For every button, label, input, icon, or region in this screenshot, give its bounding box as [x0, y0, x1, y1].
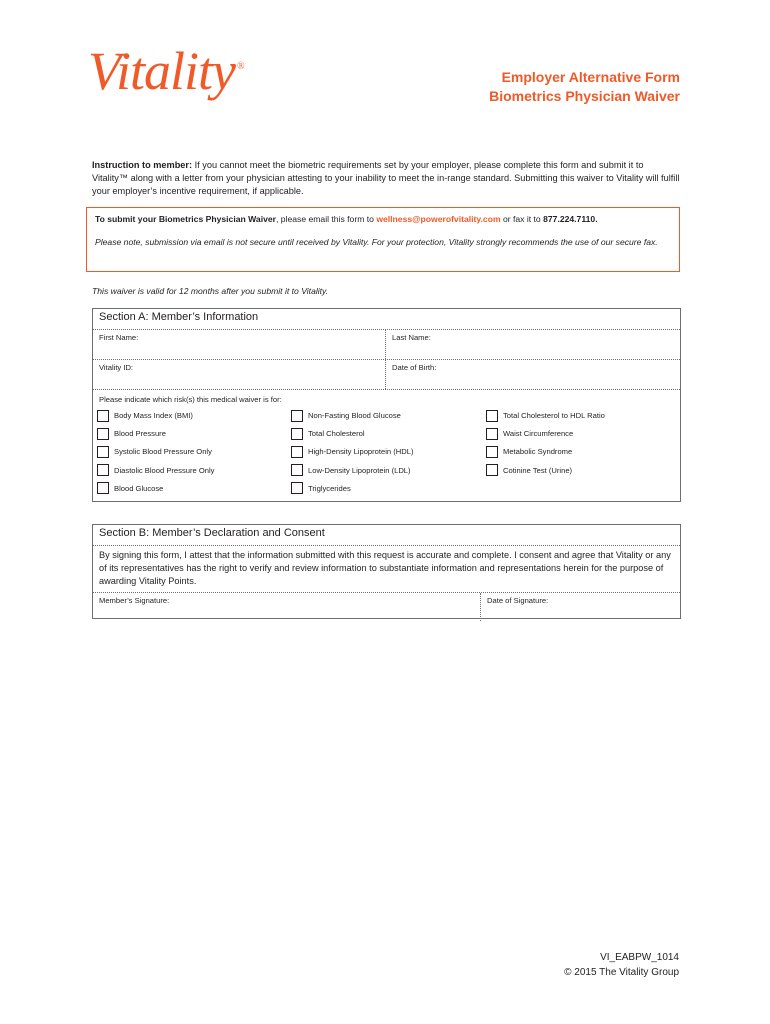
checkbox[interactable]	[486, 410, 498, 422]
logo-text: Vitality	[88, 41, 235, 101]
submission-text-2: or fax it to	[500, 214, 544, 224]
risk-label: Blood Pressure	[114, 429, 166, 439]
checkbox[interactable]	[97, 428, 109, 440]
form-title	[489, 68, 680, 106]
submission-notice-box	[86, 207, 680, 272]
id-dob-row	[93, 360, 680, 390]
submission-instructions	[95, 213, 671, 226]
security-note: Please note, submission via email is not secure until received by Vitality. For your protection, Vitality strongly recommends the use of our secure fax.	[95, 237, 658, 247]
member-signature-label: Member’s Signature:	[99, 596, 170, 605]
form-code: VI_EABPW_1014	[600, 952, 679, 963]
checkbox[interactable]	[291, 482, 303, 494]
risk-option[interactable]	[97, 408, 291, 423]
risk-option[interactable]	[486, 408, 672, 423]
vitality-id-field[interactable]	[99, 372, 379, 381]
section-a-member-information	[92, 308, 681, 502]
risk-option[interactable]	[97, 463, 291, 478]
fax-number: 877.224.7110.	[543, 214, 598, 224]
risk-option[interactable]	[291, 463, 486, 478]
checkbox[interactable]	[97, 482, 109, 494]
footer	[564, 950, 679, 980]
checkbox[interactable]	[291, 446, 303, 458]
risk-label: Systolic Blood Pressure Only	[114, 447, 212, 457]
first-name-label: First Name:	[99, 333, 139, 342]
submission-text-1: , please email this form to	[276, 214, 377, 224]
form-title-line-2: Biometrics Physician Waiver	[489, 88, 680, 104]
risk-label: Blood Glucose	[114, 483, 164, 493]
risk-label: Low-Density Lipoprotein (LDL)	[308, 465, 411, 475]
risk-option[interactable]	[291, 426, 486, 441]
risk-label: Body Mass Index (BMI)	[114, 411, 193, 420]
instruction-text: If you cannot meet the biometric requirements set by your employer, please complete this form and submit it to Vitality™ along with a letter from your physician attesting to your inability to meet the in-range standard. Submitting this waiver to Vitality will fulfill your employer’s incentive requirement, if applicable.	[92, 160, 680, 196]
risk-label: Diastolic Blood Pressure Only	[114, 465, 215, 475]
checkbox[interactable]	[486, 446, 498, 458]
last-name-field[interactable]	[392, 342, 674, 351]
risk-label: Triglycerides	[308, 483, 351, 493]
risk-option[interactable]	[291, 408, 486, 423]
risk-checkbox-grid	[93, 406, 680, 496]
risk-label: Waist Circumference	[503, 429, 574, 439]
dob-label: Date of Birth:	[392, 363, 437, 372]
risk-label: High-Density Lipoprotein (HDL)	[308, 447, 414, 457]
first-name-field[interactable]	[99, 342, 379, 351]
checkbox[interactable]	[486, 464, 498, 476]
risk-label: Total Cholesterol to HDL Ratio	[503, 411, 605, 420]
form-title-line-1: Employer Alternative Form	[501, 69, 680, 85]
last-name-cell[interactable]	[385, 330, 680, 359]
risk-option[interactable]	[486, 426, 672, 441]
checkbox[interactable]	[97, 464, 109, 476]
risk-option[interactable]	[486, 463, 672, 478]
checkbox[interactable]	[97, 446, 109, 458]
risk-option[interactable]	[291, 481, 486, 496]
risk-label: Cotinine Test (Urine)	[503, 465, 573, 475]
risk-option[interactable]	[97, 481, 291, 496]
risk-option[interactable]	[291, 444, 486, 459]
copyright: © 2015 The Vitality Group	[564, 967, 679, 978]
dob-field[interactable]	[392, 372, 674, 381]
section-a-heading: Section A: Member’s Information	[93, 309, 680, 330]
vitality-id-label: Vitality ID:	[99, 363, 134, 372]
section-b-declaration-consent	[92, 524, 681, 619]
email-link[interactable]: wellness@powerofvitality.com	[376, 214, 501, 224]
name-row	[93, 330, 680, 360]
dob-cell[interactable]	[385, 360, 680, 389]
risk-option[interactable]	[97, 426, 291, 441]
risk-option[interactable]	[97, 444, 291, 459]
signature-row	[93, 593, 680, 621]
member-signature-cell[interactable]	[93, 593, 480, 621]
checkbox[interactable]	[291, 464, 303, 476]
risk-prompt: Please indicate which risk(s) this medical waiver is for:	[99, 395, 282, 404]
risk-option[interactable]	[486, 444, 672, 459]
checkbox[interactable]	[291, 428, 303, 440]
vitality-id-cell[interactable]	[93, 360, 385, 389]
section-b-heading: Section B: Member’s Declaration and Consent	[93, 525, 680, 546]
risk-label: Metabolic Syndrome	[503, 447, 573, 457]
checkbox[interactable]	[486, 428, 498, 440]
checkbox[interactable]	[291, 410, 303, 422]
signature-date-label: Date of Signature:	[487, 596, 549, 605]
risk-label: Non-Fasting Blood Glucose	[308, 411, 401, 420]
validity-note: This waiver is valid for 12 months after you submit it to Vitality.	[92, 286, 329, 296]
declaration-text: By signing this form, I attest that the information submitted with this request is accurate and complete. I consent and agree that Vitality or any of its representatives has the right to verify and review information to substantiate information and representations herein for the purpose of awarding Vitality Points.	[93, 546, 680, 593]
risk-label: Total Cholesterol	[308, 429, 365, 439]
instruction-lead: Instruction to member:	[92, 160, 193, 170]
vitality-logo	[88, 41, 244, 101]
logo-registered-mark: ®	[236, 61, 244, 72]
submission-lead: To submit your Biometrics Physician Waiver	[95, 214, 276, 224]
checkbox[interactable]	[97, 410, 109, 422]
instruction-paragraph	[92, 159, 682, 198]
first-name-cell[interactable]	[93, 330, 385, 359]
last-name-label: Last Name:	[392, 333, 431, 342]
signature-date-cell[interactable]	[480, 593, 680, 621]
